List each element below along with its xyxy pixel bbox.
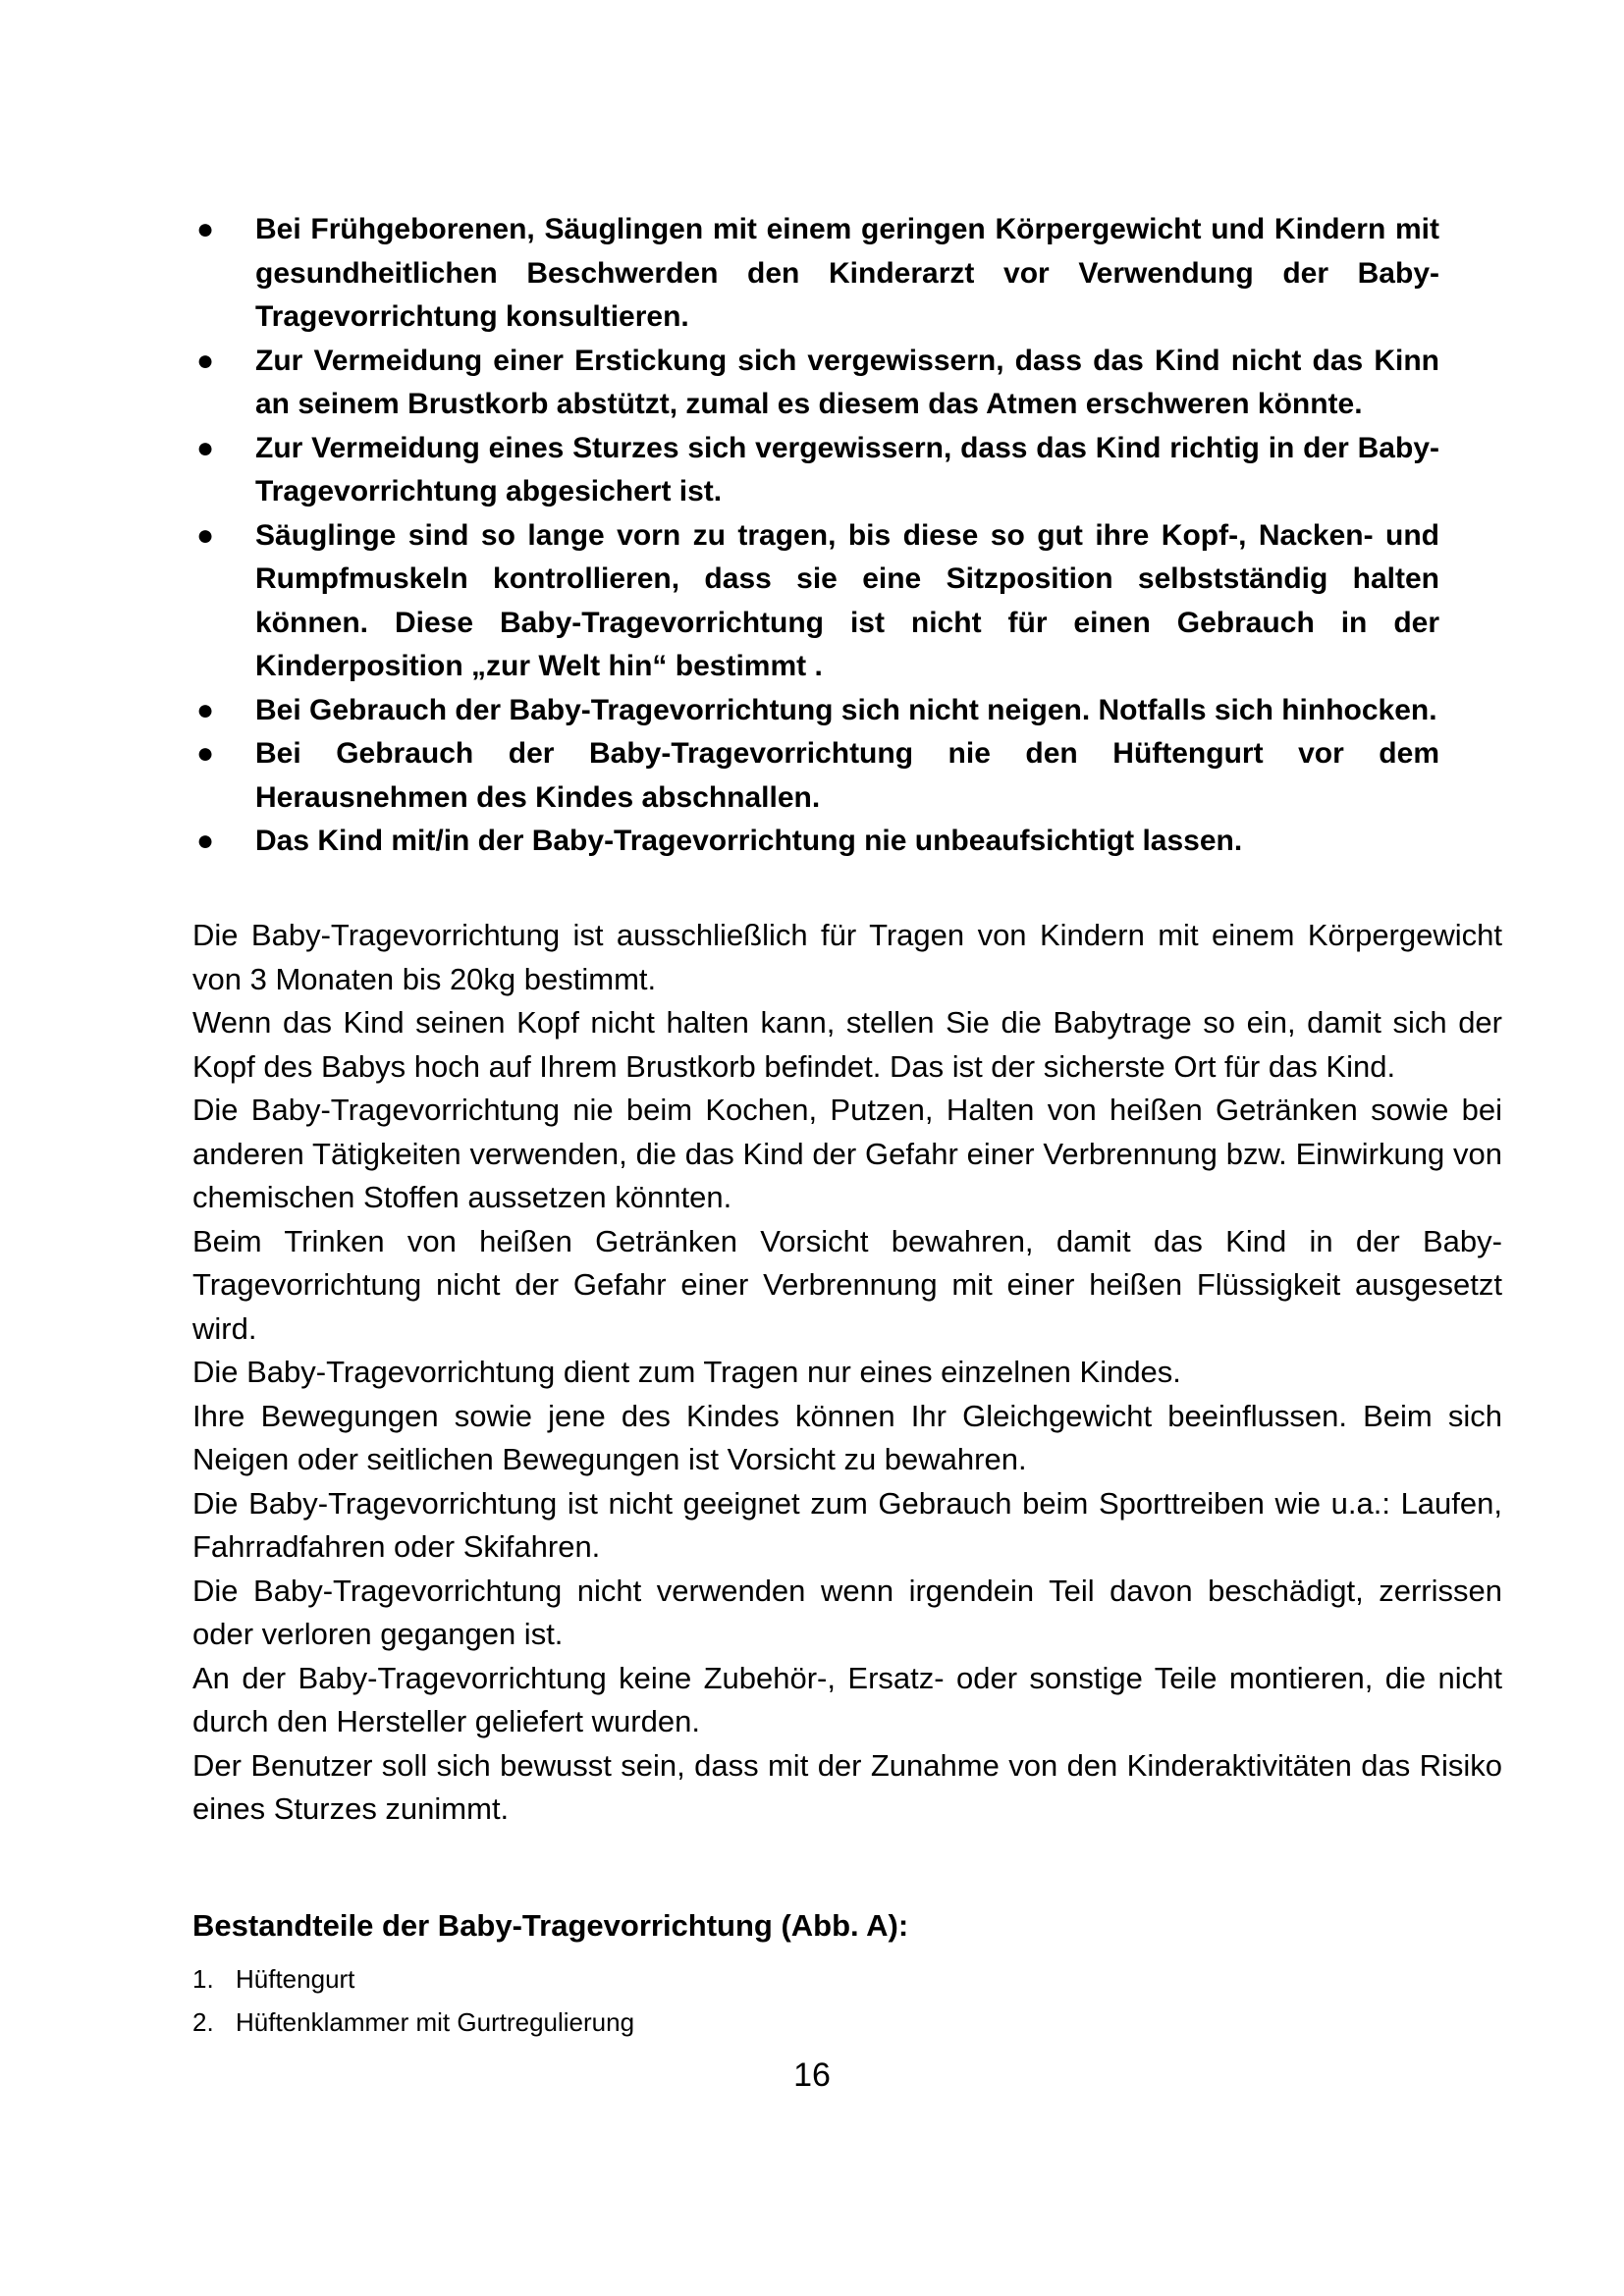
components-heading: Bestandteile der Baby-Tragevorrichtung (Abb. A):	[192, 1908, 909, 1943]
instruction-paragraph: Die Baby-Tragevorrichtung nie beim Kochen, Putzen, Halten von heißen Getränken sowie bei anderen Tätigkeiten verwenden, die das Kind der Gefahr einer Verbrennung bzw. Einwirkung von chemischen Stoffen aussetzen könnten.	[192, 1093, 1502, 1214]
component-number: 2.	[192, 2007, 214, 2037]
component-number: 1.	[192, 1964, 214, 1994]
bullet-icon: ●	[196, 825, 215, 857]
warning-text: Zur Vermeidung einer Erstickung sich vergewissern, dass das Kind nicht das Kinn an seinem Brustkorb abstützt, zumal es diesem das Atmen erschweren könnte.	[255, 344, 1439, 420]
warning-item	[192, 514, 1439, 689]
instruction-paragraph: An der Baby-Tragevorrichtung keine Zubehör-, Ersatz- oder sonstige Teile montieren, die nicht durch den Hersteller geliefert wurden.	[192, 1660, 1502, 1738]
warning-item	[192, 340, 1439, 427]
warning-text: Bei Frühgeborenen, Säuglingen mit einem geringen Körpergewicht und Kindern mit gesundheitlichen Beschwerden den Kinderarzt vor Verwendung der Baby-Tragevorrichtung konsultieren.	[255, 213, 1439, 333]
warning-text: Bei Gebrauch der Baby-Tragevorrichtung nie den Hüftengurt vor dem Herausnehmen des Kindes abschnallen.	[255, 737, 1439, 814]
instruction-paragraph: Die Baby-Tragevorrichtung nicht verwenden wenn irgendein Teil davon beschädigt, zerrissen oder verloren gegangen ist.	[192, 1573, 1502, 1651]
component-item	[192, 2001, 634, 2044]
component-label: Hüftenklammer mit Gurtregulierung	[236, 2007, 635, 2037]
warning-item	[192, 208, 1439, 340]
bullet-icon: ●	[196, 344, 215, 377]
warning-text: Das Kind mit/in der Baby-Tragevorrichtung nie unbeaufsichtigt lassen.	[255, 825, 1243, 857]
instructions-body	[192, 914, 1502, 1832]
component-item	[192, 1957, 634, 2001]
bullet-icon: ●	[196, 737, 215, 770]
instruction-paragraph: Die Baby-Tragevorrichtung ist ausschließlich für Tragen von Kindern mit einem Körpergewicht von 3 Monaten bis 20kg bestimmt.	[192, 918, 1502, 996]
warning-item	[192, 689, 1439, 733]
instruction-paragraph: Die Baby-Tragevorrichtung ist nicht geeignet zum Gebrauch beim Sporttreiben wie u.a.: Laufen, Fahrradfahren oder Skifahren.	[192, 1485, 1502, 1564]
warning-text: Bei Gebrauch der Baby-Tragevorrichtung sich nicht neigen. Notfalls sich hinhocken.	[255, 693, 1437, 726]
instruction-paragraph: Wenn das Kind seinen Kopf nicht halten kann, stellen Sie die Babytrage so ein, damit sich der Kopf des Babys hoch auf Ihrem Brustkorb befindet. Das ist der sicherste Ort für das Kind.	[192, 1005, 1502, 1084]
instruction-paragraph: Ihre Bewegungen sowie jene des Kindes können Ihr Gleichgewicht beeinflussen. Beim sich Neigen oder seitlichen Bewegungen ist Vorsicht zu bewahren.	[192, 1398, 1502, 1476]
bullet-icon: ●	[196, 213, 215, 245]
bullet-icon: ●	[196, 693, 215, 726]
components-list	[192, 1957, 634, 2044]
instruction-paragraph: Beim Trinken von heißen Getränken Vorsicht bewahren, damit das Kind in der Baby-Tragevorrichtung nicht der Gefahr einer Verbrennung mit einer heißen Flüssigkeit ausgesetzt wird.	[192, 1223, 1502, 1346]
warning-text: Säuglinge sind so lange vorn zu tragen, bis diese so gut ihre Kopf-, Nacken- und Rumpfmuskeln kontrollieren, dass sie eine Sitzposition selbstständig halten können. Diese Baby-Tragevorrichtung ist nicht für einen Gebrauch in der Kinderposition „zur Welt hin“ bestimmt .	[255, 518, 1439, 682]
page-number: 16	[793, 2056, 831, 2094]
instruction-paragraph: Der Benutzer soll sich bewusst sein, dass mit der Zunahme von den Kinderaktivitäten das Risiko eines Sturzes zunimmt.	[192, 1747, 1502, 1826]
warning-text: Zur Vermeidung eines Sturzes sich vergewissern, dass das Kind richtig in der Baby-Tragevorrichtung abgesichert ist.	[255, 431, 1439, 507]
bullet-icon: ●	[196, 518, 215, 552]
bullet-icon: ●	[196, 431, 215, 464]
component-label: Hüftengurt	[236, 1964, 355, 1994]
warning-item	[192, 820, 1439, 864]
safety-warnings-list	[192, 208, 1439, 864]
warning-item	[192, 732, 1439, 820]
instruction-paragraph: Die Baby-Tragevorrichtung dient zum Tragen nur eines einzelnen Kindes.	[192, 1355, 1181, 1389]
warning-item	[192, 427, 1439, 514]
